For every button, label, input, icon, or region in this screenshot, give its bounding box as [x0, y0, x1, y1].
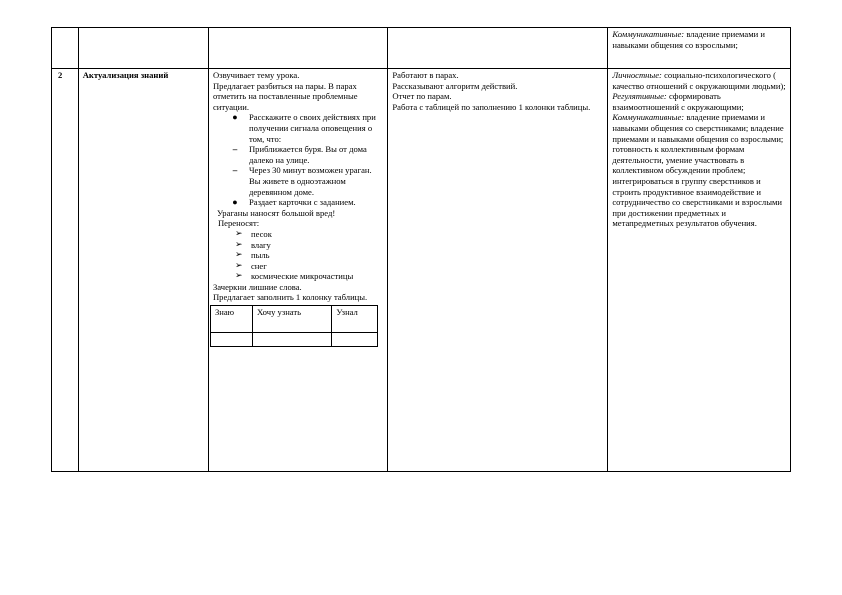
- arrow-bullet-icon: ➢: [234, 238, 243, 249]
- brings-list: [213, 229, 383, 282]
- bullet-icon: ●: [232, 197, 238, 208]
- kwl-cell: [253, 333, 332, 347]
- kwl-cell: [210, 333, 252, 347]
- arrow-bullet-icon: ➢: [234, 270, 243, 281]
- brings-item: пыль: [250, 250, 270, 261]
- list-item: [235, 250, 383, 261]
- kwl-header-want: Хочу узнать: [253, 306, 332, 333]
- teacher-outro-line: Предлагает заполнить 1 колонку таблицы.: [212, 292, 368, 303]
- list-item: [227, 112, 383, 144]
- list-item: [227, 144, 383, 165]
- brings-item: снег: [250, 260, 267, 271]
- table-row: [52, 69, 791, 472]
- communicative-label: Коммуникативные:: [612, 112, 685, 123]
- dash-icon: –: [232, 144, 238, 155]
- teacher-intro-line: Предлагает разбиться на пары. В парах отметить на поставленные проблемные ситуации.: [212, 80, 358, 112]
- kwl-cell: [332, 333, 378, 347]
- list-item: [235, 229, 383, 240]
- teacher-intro-line: Озвучивает тему урока.: [212, 70, 300, 80]
- regulative-text: сформировать взаимоотношений с окружающими;: [612, 91, 744, 112]
- student-line: Рассказывают алгоритм действий.: [392, 80, 518, 91]
- student-activity-cell: [388, 69, 608, 472]
- stage-name: Актуализация знаний: [82, 70, 169, 80]
- stage-number: 2: [52, 69, 79, 472]
- teacher-activity-cell: [208, 28, 387, 69]
- student-line: Работают в парах.: [392, 70, 459, 80]
- task-list: [213, 112, 383, 207]
- communicative-text: владение приемами и навыками общения со сверстниками; владение приемами и навыками общения со взрослыми; готовность к коллективным формам деятельности, умение участвовать в коллективном обсуждении проблем; интегрироваться в группу сверстников и строить продуктивное взаимодействие и сотрудничество со сверстниками и взрослыми при достижении предметных и метапредметных результатов обучения.: [612, 112, 784, 229]
- student-line: Отчет по парам.: [392, 91, 452, 102]
- task-text: Расскажите о своих действиях при получении сигнала оповещения о том, что:: [248, 112, 376, 144]
- list-item: [235, 240, 383, 251]
- brings-label: Переносят:: [217, 218, 260, 229]
- student-activity-cell: [388, 28, 608, 69]
- personal-label: Личностные:: [612, 70, 662, 80]
- brings-item: влагу: [250, 239, 271, 250]
- kwl-header-learned: Узнал: [332, 306, 378, 333]
- hurricane-line: Ураганы наносят большой вред!: [216, 207, 336, 218]
- list-item: [227, 165, 383, 197]
- kwl-table: [210, 305, 378, 347]
- regulative-label: Регулятивные:: [612, 91, 667, 102]
- regulative-uud: [612, 91, 786, 112]
- teacher-outro-line: Зачеркни лишние слова.: [212, 281, 302, 292]
- table-row: [210, 333, 377, 347]
- number-cell: [52, 28, 79, 69]
- arrow-bullet-icon: ➢: [234, 259, 243, 270]
- table-row: [210, 306, 377, 333]
- dash-icon: –: [232, 165, 238, 176]
- student-line: Работа с таблицей по заполнению 1 колонки таблицы.: [392, 101, 591, 112]
- communicative-label: Коммуникативные:: [612, 29, 685, 39]
- teacher-activity-cell: [208, 69, 387, 472]
- personal-text: социально-психологического ( качество отношений с окружающими людьми);: [612, 70, 786, 91]
- communicative-uud: [612, 112, 786, 229]
- arrow-bullet-icon: ➢: [234, 227, 243, 238]
- task-text: Раздает карточки с заданием.: [248, 197, 356, 208]
- personal-uud: [612, 70, 786, 91]
- bullet-icon: ●: [232, 112, 238, 123]
- kwl-header-know: Знаю: [210, 306, 252, 333]
- stage-cell: [78, 28, 208, 69]
- list-item: [227, 197, 383, 208]
- arrow-bullet-icon: ➢: [234, 249, 243, 260]
- brings-item: космические микрочастицы: [250, 271, 354, 282]
- task-text: Приближается буря. Вы от дома далеко на улице.: [248, 144, 367, 165]
- lesson-plan-table: [51, 27, 791, 472]
- list-item: [235, 271, 383, 282]
- uud-cell: [608, 69, 791, 472]
- communicative-text: владение приемами и навыками общения со взрослыми;: [612, 29, 765, 50]
- table-row: [52, 28, 791, 69]
- uud-cell: [608, 28, 791, 69]
- task-text: Через 30 минут возможен ураган. Вы живете в одноэтажном деревянном доме.: [248, 165, 372, 197]
- list-item: [235, 261, 383, 272]
- brings-item: песок: [250, 228, 272, 239]
- stage-cell: [78, 69, 208, 472]
